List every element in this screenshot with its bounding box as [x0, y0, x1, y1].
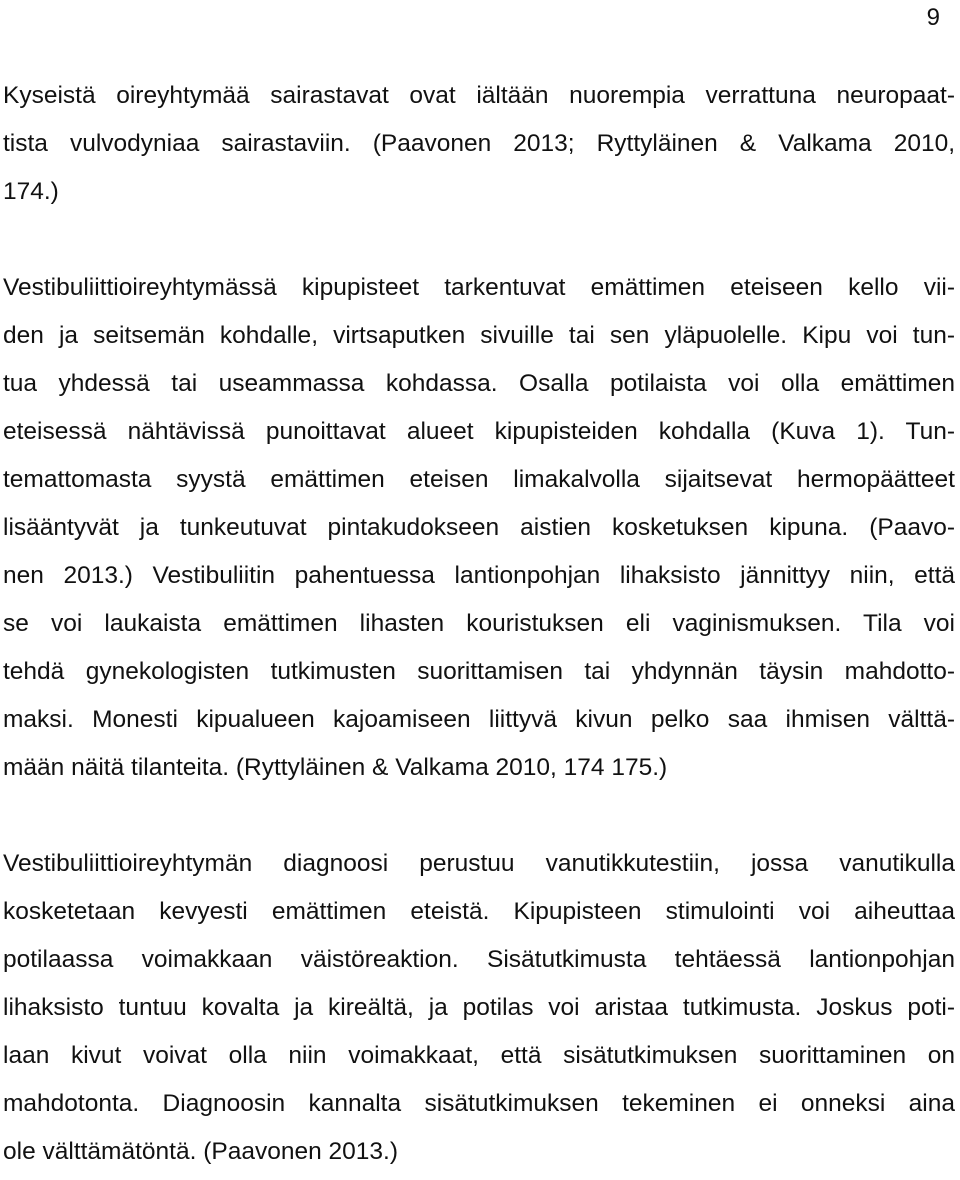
- text-line: den ja seitsemän kohdalle, virtsaputken sivuille tai sen yläpuolelle. Kipu voi tun-: [3, 322, 955, 349]
- paragraph-3: [3, 844, 955, 1180]
- text-line: ole välttämätöntä. (Paavonen 2013.): [3, 1138, 398, 1165]
- text-line: 174.): [3, 178, 59, 205]
- text-line: Kyseistä oireyhtymää sairastavat ovat iältään nuorempia verrattuna neuropaat-: [3, 82, 955, 109]
- text-line: temattomasta syystä emättimen eteisen limakalvolla sijaitsevat hermopäätteet: [3, 466, 955, 493]
- text-line: potilaassa voimakkaan väistöreaktion. Sisätutkimusta tehtäessä lantionpohjan: [3, 946, 955, 973]
- text-line: Vestibuliittioireyhtymän diagnoosi perustuu vanutikkutestiin, jossa vanutikulla: [3, 850, 955, 877]
- text-line: tua yhdessä tai useammassa kohdassa. Osalla potilaista voi olla emättimen: [3, 370, 955, 397]
- text-line: nen 2013.) Vestibuliitin pahentuessa lantionpohjan lihaksisto jännittyy niin, että: [3, 562, 955, 589]
- paragraph-spacer: [3, 220, 955, 268]
- text-line: mään näitä tilanteita. (Ryttyläinen & Valkama 2010, 174 175.): [3, 754, 668, 781]
- paragraph-spacer: [3, 796, 955, 844]
- text-line: Vestibuliittioireyhtymässä kipupisteet tarkentuvat emättimen eteiseen kello vii-: [3, 274, 955, 301]
- text-line: se voi laukaista emättimen lihasten kouristuksen eli vaginismuksen. Tila voi: [3, 610, 955, 637]
- paragraph-1: [3, 76, 955, 220]
- text-line: tista vulvodyniaa sairastaviin. (Paavonen 2013; Ryttyläinen & Valkama 2010,: [3, 130, 955, 157]
- document-body: [3, 76, 955, 1180]
- text-line: eteisessä nähtävissä punoittavat alueet kipupisteiden kohdalla (Kuva 1). Tun-: [3, 418, 955, 445]
- text-line: lihaksisto tuntuu kovalta ja kireältä, ja potilas voi aristaa tutkimusta. Joskus poti-: [3, 994, 955, 1021]
- paragraph-2: [3, 268, 955, 796]
- page-number: 9: [926, 4, 940, 31]
- text-line: mahdotonta. Diagnoosin kannalta sisätutkimuksen tekeminen ei onneksi aina: [3, 1090, 955, 1117]
- text-line: laan kivut voivat olla niin voimakkaat, että sisätutkimuksen suorittaminen on: [3, 1042, 955, 1069]
- text-line: tehdä gynekologisten tutkimusten suorittamisen tai yhdynnän täysin mahdotto-: [3, 658, 955, 685]
- text-line: maksi. Monesti kipualueen kajoamiseen liittyvä kivun pelko saa ihmisen välttä-: [3, 706, 955, 733]
- text-line: kosketetaan kevyesti emättimen eteistä. Kipupisteen stimulointi voi aiheuttaa: [3, 898, 955, 925]
- text-line: lisääntyvät ja tunkeutuvat pintakudokseen aistien kosketuksen kipuna. (Paavo-: [3, 514, 955, 541]
